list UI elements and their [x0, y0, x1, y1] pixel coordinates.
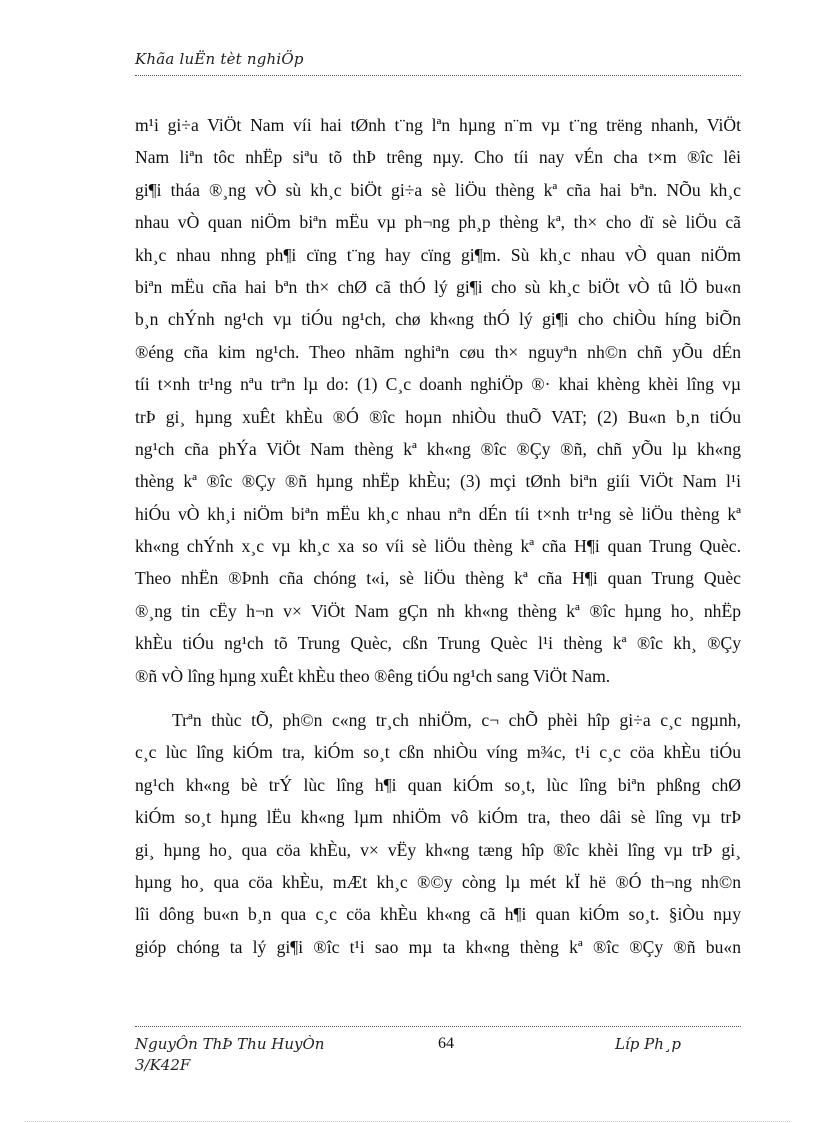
text-line: khÈu tiÓu ng¹ch tõ Trung Quèc, cßn Trung Quèc l¹i thèng kª ®îc kh¸ ®Çy — [135, 633, 741, 654]
text-line: trÞ gi¸ hµng xuÊt khÈu ®Ó ®îc hoµn nhiÒu thuÕ VAT; (2) Bu«n b¸n tiÓu — [135, 406, 741, 427]
text-line: ®ñ vÒ lîng hµng xuÊt khÈu theo ®êng tiÓu ng¹ch sang ViÖt Nam. — [135, 665, 611, 686]
footer-author-line2: 3/K42F — [135, 1056, 191, 1074]
header-divider — [135, 75, 741, 76]
text-line: hiÓu vÒ kh¸i niÖm biªn mËu kh¸c nhau nªn dÉn tíi t×nh tr¹ng sè liÖu thèng kª — [135, 503, 741, 524]
page-footer — [135, 1026, 741, 1075]
paragraph-1 — [135, 109, 741, 692]
text-line: biªn mËu cña hai bªn th× chØ cã thÓ lý gi¶i cho sù kh¸c biÖt vÒ tû lÖ bu«n — [135, 276, 741, 297]
text-line: thèng kª ®îc ®Çy ®ñ hµng nhËp khÈu; (3) mçi tØnh biªn giíi ViÖt Nam l¹i — [135, 471, 741, 492]
text-line: Nam liªn tôc nhËp siªu tõ thÞ trêng nµy. Cho tíi nay vÉn cha t×m ®îc lêi — [135, 147, 741, 168]
text-line: tíi t×nh tr¹ng nªu trªn lµ do: (1) C¸c doanh nghiÖp ®· khai khèng khèi lîng vµ — [135, 374, 741, 395]
text-line: nhau vÒ quan niÖm biªn mËu vµ ph¬ng ph¸p thèng kª, th× cho dï sè liÖu cã — [135, 212, 741, 233]
paragraph-2 — [135, 704, 741, 963]
page-boundary — [25, 1121, 790, 1122]
text-line: ®¸ng tin cËy h¬n v× ViÖt Nam gÇn nh kh«ng thèng kª ®îc hµng ho¸ nhËp — [135, 600, 741, 621]
footer-author: NguyÔn ThÞ Thu HuyÒn — [135, 1035, 325, 1053]
page-header — [135, 48, 741, 76]
paragraph-gap — [135, 692, 741, 704]
text-line: Trªn thùc tÕ, ph©n c«ng tr¸ch nhiÖm, c¬ chÕ phèi hîp gi÷a c¸c ngµnh, — [172, 710, 741, 731]
text-line: kh«ng chÝnh x¸c vµ kh¸c xa so víi sè liÖu thèng kª cña H¶i quan Trung Quèc. — [135, 536, 741, 557]
text-line: gi¸ hµng ho¸ qua cöa khÈu, v× vËy kh«ng tæng hîp ®îc khèi lîng vµ trÞ gi¸ — [135, 839, 741, 860]
text-line: c¸c lùc lîng kiÓm tra, kiÓm so¸t cßn nhiÒu víng m¾c, t¹i c¸c cöa khÈu tiÓu — [135, 742, 741, 763]
footer-row — [135, 1035, 741, 1055]
footer-divider — [135, 1026, 741, 1027]
text-line: lîi dông bu«n b¸n qua c¸c cöa khÈu kh«ng cã h¶i quan kiÓm so¸t. §iÒu nµy — [135, 904, 741, 925]
text-line: ®éng cña kim ng¹ch. Theo nhãm nghiªn cøu th× nguyªn nh©n chñ yÕu dÉn — [135, 341, 741, 362]
text-line: gi¶i tháa ®¸ng vÒ sù kh¸c biÖt gi÷a sè liÖu thèng kª cña hai bªn. NÕu kh¸c — [135, 179, 741, 200]
text-line: b¸n chÝnh ng¹ch vµ tiÓu ng¹ch, chø kh«ng thÓ lý gi¶i cho chiÒu híng biÕn — [135, 309, 741, 330]
text-line: kiÓm so¸t hµng lËu kh«ng lµm nhiÖm vô kiÓm tra, theo dâi sè lîng vµ trÞ — [135, 807, 741, 828]
text-line: Theo nhËn ®Þnh cña chóng t«i, sè liÖu thèng kª cña H¶i quan Trung Quèc — [135, 568, 741, 589]
text-line: kh¸c nhau nhng ph¶i cïng t¨ng hay cïng gi¶m. Sù kh¸c nhau vÒ quan niÖm — [135, 244, 741, 265]
body-text — [135, 109, 741, 963]
page-number: 64 — [438, 1035, 454, 1052]
text-line: ng¹ch cña phÝa ViÖt Nam thèng kª kh«ng ®îc ®Çy ®ñ, chñ yÕu lµ kh«ng — [135, 438, 741, 459]
text-line: m¹i gi÷a ViÖt Nam víi hai tØnh t¨ng lªn hµng n¨m vµ t¨ng trëng nhanh, ViÖt — [135, 115, 741, 135]
text-line: hµng ho¸ qua cöa khÈu, mÆt kh¸c ®©y còng lµ mét kÏ hë ®Ó th¬ng nh©n — [135, 871, 741, 892]
text-line: gióp chóng ta lý gi¶i ®îc t¹i sao mµ ta kh«ng thèng kª ®îc ®Çy ®ñ bu«n — [135, 936, 741, 957]
footer-class: Líp Ph¸p — [615, 1035, 681, 1053]
text-line: ng¹ch kh«ng bè trÝ lùc lîng h¶i quan kiÓm so¸t, lùc lîng biªn phßng chØ — [135, 774, 741, 795]
header-title: Khãa luËn tèt nghiÖp — [135, 50, 304, 68]
